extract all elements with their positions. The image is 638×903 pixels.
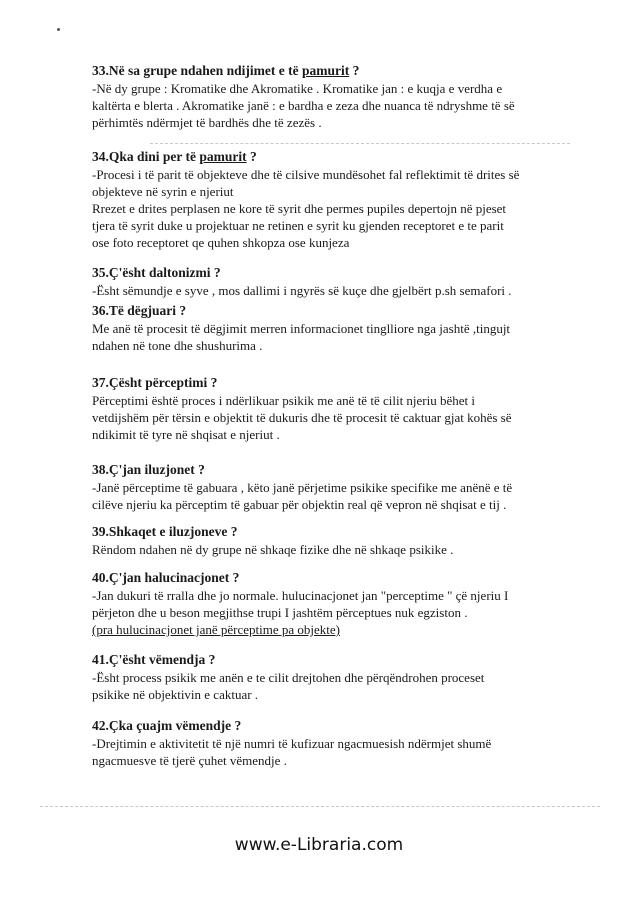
qa-item — [92, 374, 574, 443]
question-text: 41.Ç'ësht vëmendja ? — [92, 652, 216, 667]
answer-text — [92, 282, 574, 299]
answer-text — [92, 479, 574, 513]
answer-line: psikike në objektivin e caktuar . — [92, 687, 259, 702]
answer-line: ndahen në tone dhe shushurima . — [92, 338, 263, 353]
question-text: 35.Ç'ësht daltonizmi ? — [92, 265, 221, 280]
answer-line: Rëndom ndahen në dy grupe në shkaqe fizike dhe në shkaqe psikike . — [92, 542, 454, 557]
question-text: 34.Qka dini per të — [92, 149, 200, 164]
question-text: 36.Të dëgjuari ? — [92, 303, 187, 318]
answer-line: objekteve në syrin e njeriut — [92, 184, 234, 199]
question-heading — [92, 302, 574, 319]
answer-line: ngacmuesve të tjerë çuhet vëmendje . — [92, 753, 287, 768]
answer-line: Përceptimi është proces i ndërlikuar psikik me anë të të cilit njeriu bëhet i — [92, 393, 476, 408]
qa-item — [92, 717, 574, 769]
answer-line: përjeton dhe u beson megjithse trupi I jashtëm përceptues nuk egziston . — [92, 605, 468, 620]
answer-line: -Ësht process psikik me anën e te cilit drejtohen dhe përqëndrohen proceset — [92, 670, 485, 685]
answer-line: -Procesi i të parit të objekteve dhe të cilsive mundësohet fal reflektimit të drites së — [92, 167, 520, 182]
question-text: 38.Ç'jan iluzjonet ? — [92, 462, 205, 477]
question-heading — [92, 569, 574, 586]
question-underlined-word: pamurit — [199, 149, 247, 164]
question-heading — [92, 651, 574, 668]
question-text: 40.Ç'jan halucinacjonet ? — [92, 570, 240, 585]
answer-text — [92, 669, 574, 703]
qa-item — [92, 302, 574, 354]
answer-text — [92, 320, 574, 354]
answer-text — [92, 541, 574, 558]
question-heading — [92, 717, 574, 734]
answer-text — [92, 80, 574, 131]
answer-line: -Ësht sëmundje e syve , mos dallimi i ngyrës së kuçe dhe gjelbërt p.sh semafori . — [92, 283, 512, 298]
qa-item — [92, 461, 574, 513]
answer-line: kaltërta e blerta . Akromatike janë : e bardha e zeza dhe nuanca të ndryshme të së — [92, 98, 515, 113]
qa-item — [92, 264, 574, 299]
answer-line: përhimtës ndërmjet të bardhës dhe të zezës . — [92, 115, 322, 130]
question-heading — [92, 264, 574, 281]
question-suffix: ? — [349, 63, 360, 78]
answer-line: cilëve njeriu ka përceptim të gabuar për objektin real që vepron në shqisat e tij . — [92, 497, 507, 512]
answer-line: (pra hulucinacjonet janë përceptime pa objekte) — [92, 622, 340, 637]
question-heading — [92, 62, 574, 79]
answer-line: tjera të syrit duke u projektuar ne retinen e syrit ku gjenden receptoret e te parit — [92, 218, 504, 233]
question-heading — [92, 148, 574, 165]
answer-text — [92, 735, 574, 769]
qa-item — [92, 523, 574, 558]
answer-line: ose foto receptoret qe quhen shkopza ose kunjeza — [92, 235, 350, 250]
answer-line: vetdijshëm për tërsin e objektit të dukuris dhe të procesit të caktuar gjat kohës së — [92, 410, 512, 425]
scan-speck — [57, 28, 60, 31]
answer-line: -Në dy grupe : Kromatike dhe Akromatike . Kromatike jan : e kuqja e verdha e — [92, 81, 503, 96]
footer-link[interactable]: www.e-Libraria.com — [234, 835, 404, 855]
answer-line: -Drejtimin e aktivitetit të një numri të kufizuar ngacmuesish ndërmjet shumë — [92, 736, 492, 751]
question-underlined-word: pamurit — [302, 63, 350, 78]
answer-text — [92, 166, 574, 251]
answer-text — [92, 392, 574, 443]
question-text: 39.Shkaqet e iluzjoneve ? — [92, 524, 238, 539]
qa-item — [92, 651, 574, 703]
answer-line: Me anë të procesit të dëgjimit merren informacionet tinglliore nga jashtë ,tingujt — [92, 321, 511, 336]
answer-text — [92, 587, 574, 638]
answer-line: Rrezet e drites perplasen ne kore të syrit dhe permes pupiles depertojn në pjeset — [92, 201, 507, 216]
scan-divider — [40, 806, 600, 807]
question-heading — [92, 461, 574, 478]
qa-item — [92, 62, 574, 131]
question-text: 33.Në sa grupe ndahen ndijimet e të — [92, 63, 302, 78]
question-suffix: ? — [246, 149, 257, 164]
scan-divider — [150, 143, 570, 144]
question-heading — [92, 374, 574, 391]
question-text: 42.Çka çuajm vëmendje ? — [92, 718, 242, 733]
qa-item — [92, 569, 574, 638]
qa-item — [92, 148, 574, 251]
question-heading — [92, 523, 574, 540]
answer-line: -Janë përceptime të gabuara , këto janë përjetime psikike specifike me anënë e të — [92, 480, 513, 495]
answer-line: ndikimit të tyre në shqisat e njeriut . — [92, 427, 280, 442]
question-text: 37.Çësht përceptimi ? — [92, 375, 218, 390]
answer-line: -Jan dukuri të rralla dhe jo normale. hulucinacjonet jan "perceptime " çë njeriu I — [92, 588, 509, 603]
